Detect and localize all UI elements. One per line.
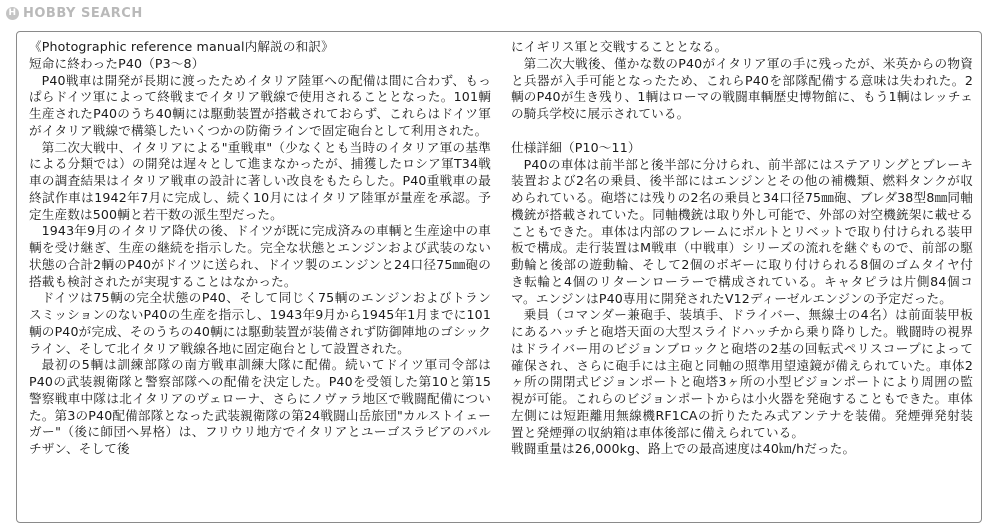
paragraph: 第二次大戦中、イタリアによる"重戦車"（少なくとも当時のイタリア軍の基準による分類では）の開発は遅々として進まなかったが、捕獲したロシア軍T34戦車の調査結果はイタリア戦車の設計に著しい改良をもたらした。P40重戦車の最終試作車は1942年7月に完成し、続く10月にはイタリア陸軍が量産を承認。予定生産数は500輌と若干数の派生型だった。 [29, 139, 491, 222]
translation-sheet [16, 31, 982, 523]
paragraph: 第二次大戦後、僅かな数のP40がイタリア軍の手に残ったが、米英からの物資と兵器が入手可能となったため、これらP40を部隊配備する意味は失われた。2輌のP40が生き残り、1輌はローマの戦闘車輌歴史博物館に、もう1輌はレッチェの騎兵学校に展示されている。 [511, 55, 973, 121]
section-heading-short-lived: 短命に終わったP40（P3～8） [29, 55, 205, 71]
right-column [511, 39, 973, 458]
logo-mark-icon: H [6, 7, 19, 20]
paragraph: 戦闘重量は26,000kg、路上での最高速度は40㎞/hだった。 [511, 441, 856, 457]
paragraph: 乗員（コマンダー兼砲手、装填手、ドライバー、無線士の4名）は前面装甲板にあるハッチと砲塔天面の大型スライドハッチから乗り降りした。戦闘時の視界はドライバー用のビジョンブロックと砲塔の2基の回転式ペリスコープによって確保され、さらに砲手には主砲と同軸の照準用望遠鏡が備えられていた。車体2ヶ所の開閉式ビジョンポートと砲塔3ヶ所の小型ビジョンポートにより周囲の監視が可能。これらのビジョンポートからは小火器を発砲することもできた。車体左側には短距離用無線機RF1CAの折りたたみ式アンテナを装備。発煙弾発射装置と発煙弾の収納箱は車体後部に備えられている。 [511, 307, 973, 440]
paragraph: P40戦車は開発が長期に渡ったためイタリア陸軍への配備は間に合わず、もっぱらドイツ軍によって終戦までイタリア戦線で使用されることとなった。101輌生産されたP40のうち40輌には駆動装置が搭載されておらず、これらはドイツ軍がイタリア戦線で構築したいくつかの防衛ラインで固定砲台として利用された。 [29, 72, 491, 138]
paragraph-continued: にイギリス軍と交戦することとなる。 [511, 39, 728, 54]
left-column [29, 39, 491, 458]
paragraph: 最初の5輌は訓練部隊の南方戦車訓練大隊に配備。続いてドイツ軍司令部はP40の武装親衛隊と警察部隊への配備を決定した。P40を受領した第10と第15警察戦車中隊は北イタリアのヴェローナ、さらにノヴァラ地区で戦闘配備についた。第3のP40配備部隊となった武装親衛隊の第24戦闘山岳旅団"カルストイェーガー"（後に師団へ昇格）は、フリウリ地方でイタリアとユーゴスラビアのパルチザン、そして後 [29, 357, 491, 456]
section-heading-specifications: 仕様詳細（P10～11） [511, 139, 641, 155]
section-spacer [511, 123, 973, 140]
document-title: 《Photographic reference manual内解説の和訳》 [29, 39, 334, 54]
paragraph: P40の車体は前半部と後半部に分けられ、前半部にはステアリングとブレーキ装置および2名の乗員、後半部にはエンジンとその他の補機類、燃料タンクが収められている。砲塔には残りの2名の乗員と34口径75㎜砲、ブレダ38型8㎜同軸機銃が搭載されていた。同軸機銃は取り外し可能で、外部の対空機銃架に載せることもできた。車体は内部のフレームにボルトとリベットで取り付けられる装甲板で構成。走行装置はM戦車（中戦車）シリーズの流れを継ぐもので、前部の駆動輪と後部の遊動輪、そして2個のボギーに取り付けられる8個のゴムタイヤ付き転輪と4個のリターンローラーで構成されている。キャタピラは片側84個コマ。エンジンはP40専用に開発されたV12ディーゼルエンジンの予定だった。 [511, 156, 973, 306]
paragraph: 1943年9月のイタリア降伏の後、ドイツが既に完成済みの車輌と生産途中の車輌を受け継ぎ、生産の継続を指示した。完全な状態とエンジンおよび武装のない状態の合計2輌のP40がドイツに送られ、ドイツ製のエンジンと24口径75㎜砲の搭載も検討されたが実現することはなかった。 [29, 223, 491, 289]
hobby-search-logo [6, 6, 143, 21]
paragraph: ドイツは75輌の完全状態のP40、そして同じく75輌のエンジンおよびトランスミッションのないP40の生産を指示し、1943年9月から1945年1月までに101輌のP40が完成、そのうちの40輌には駆動装置が装備されず防御陣地のゴシックライン、そして北イタリア戦線各地に固定砲台として設置された。 [29, 290, 491, 356]
logo-text: HOBBY SEARCH [23, 6, 143, 21]
